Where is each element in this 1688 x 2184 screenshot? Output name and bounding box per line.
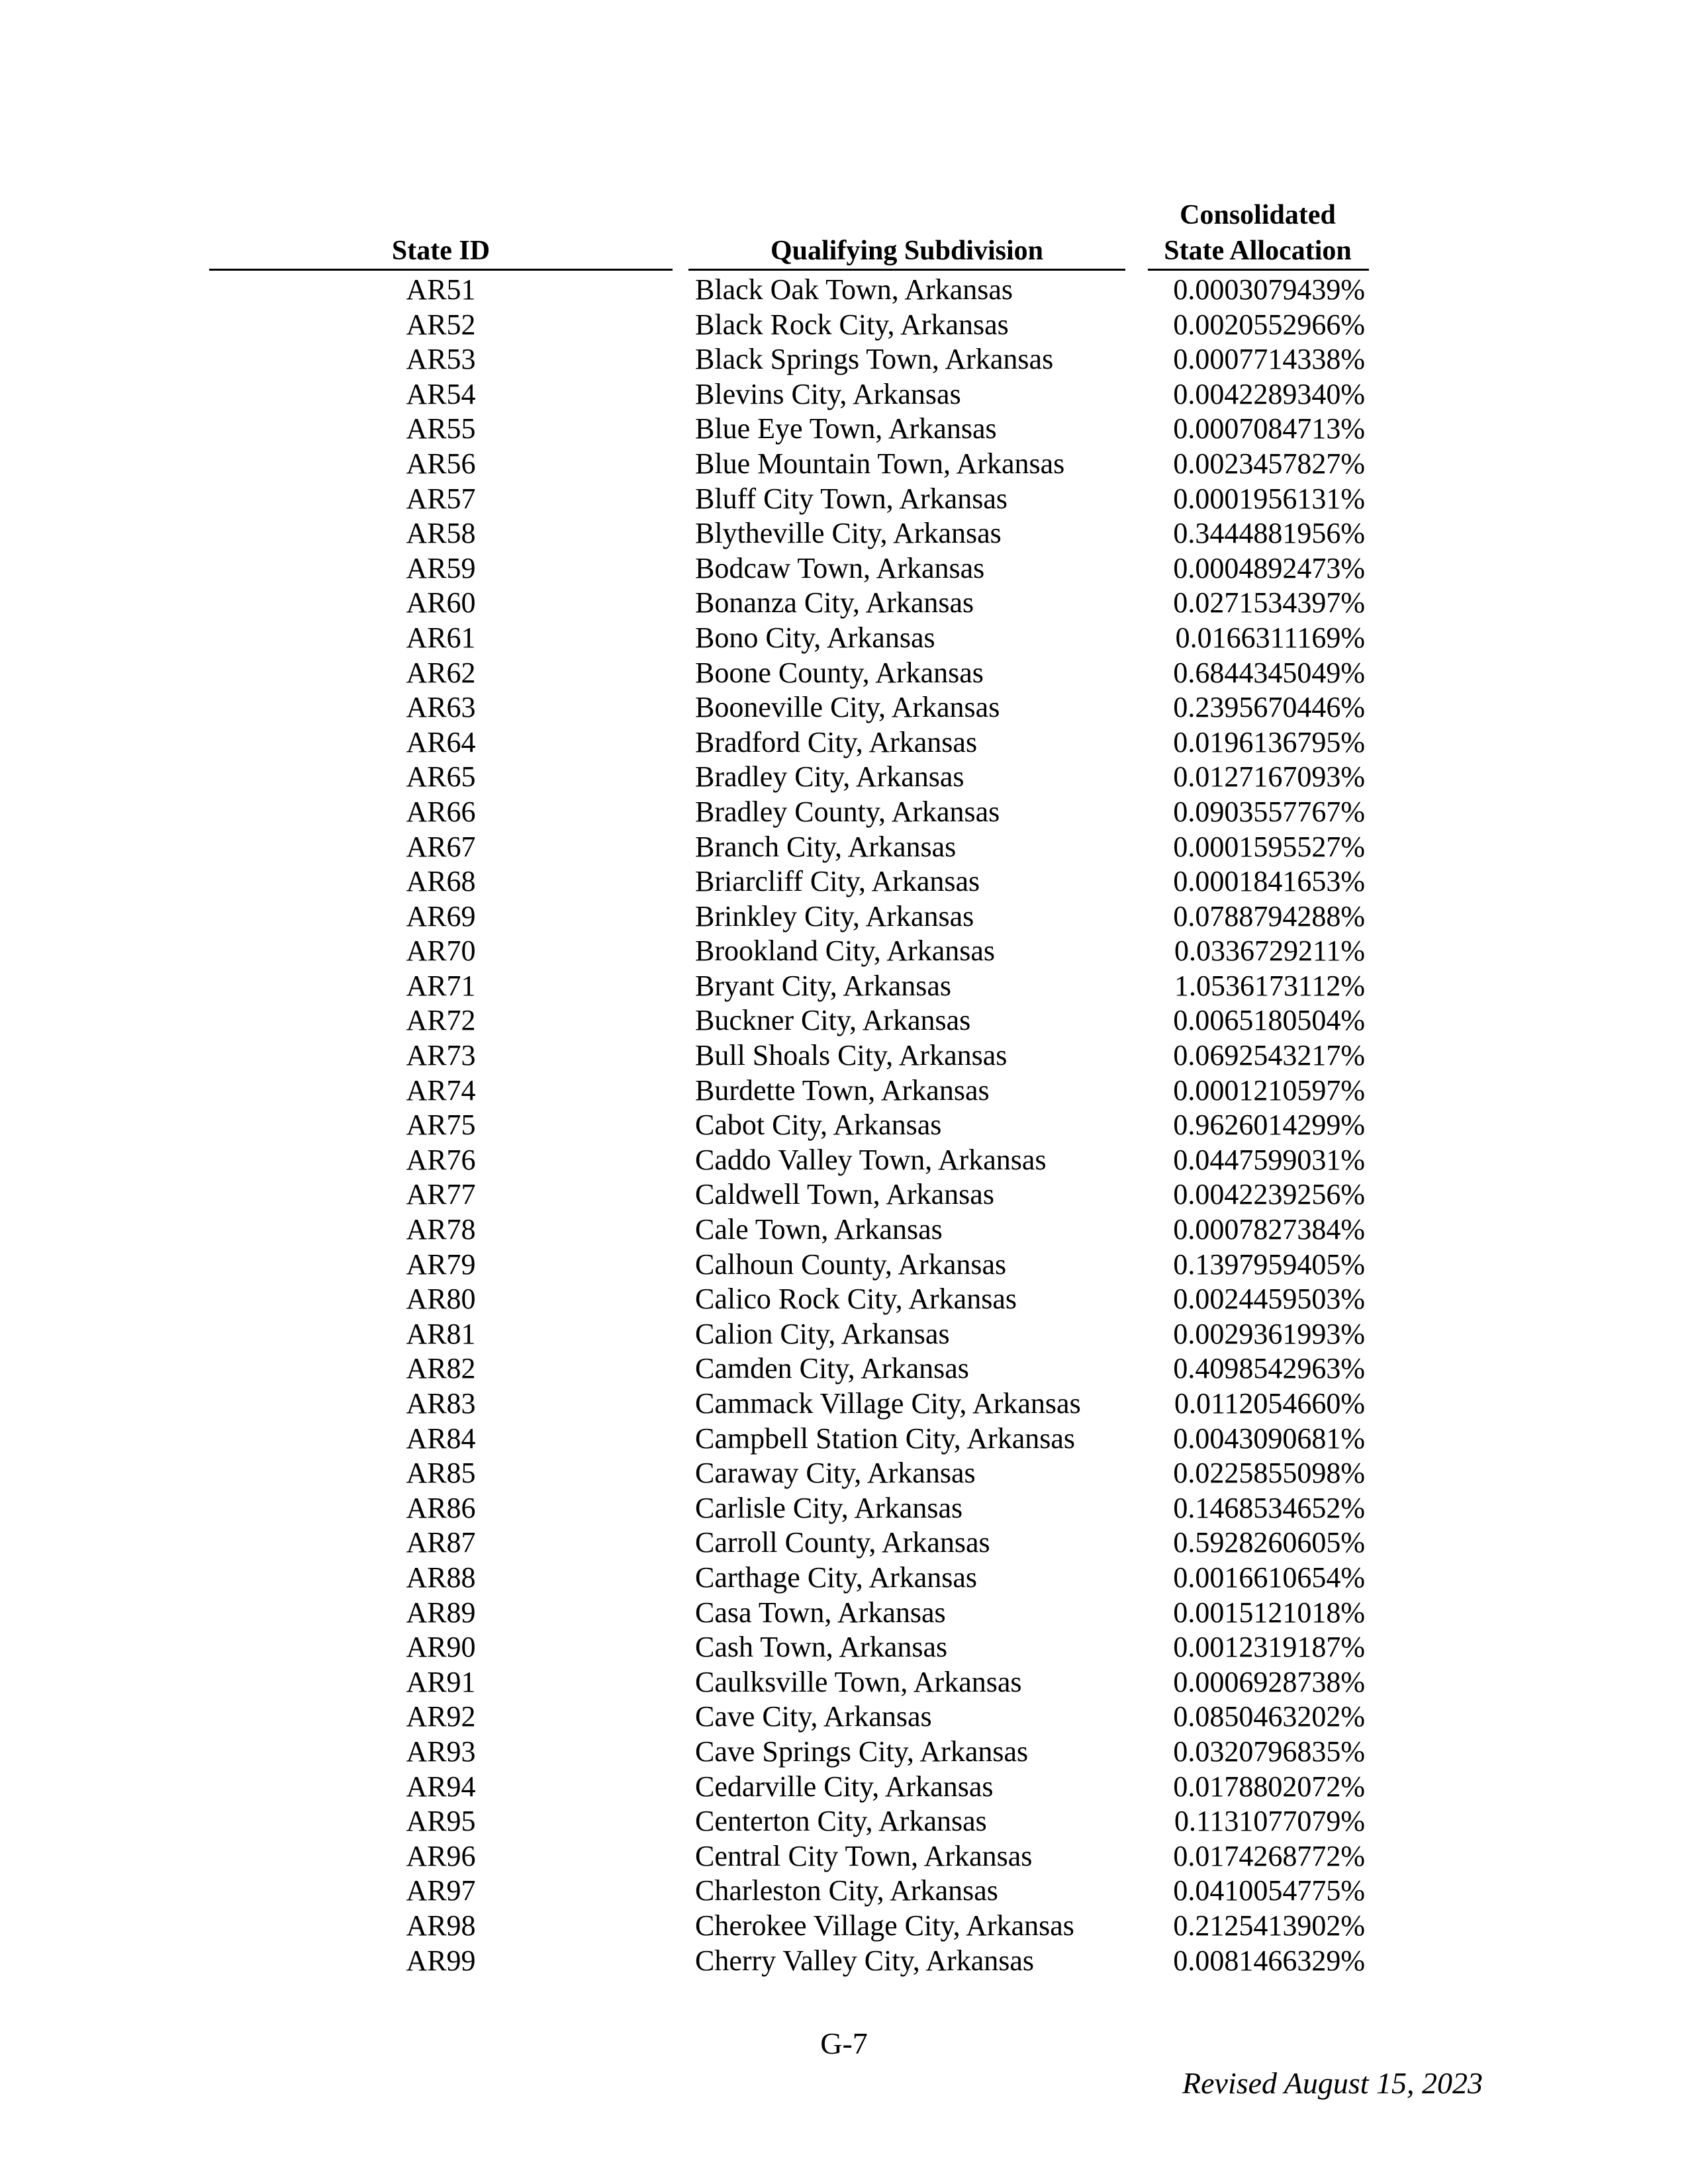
state-id-cell: AR66 — [406, 795, 476, 828]
subdivision-cell: Bradley County, Arkansas — [695, 795, 1000, 828]
state-id-cell: AR97 — [406, 1874, 476, 1907]
state-id-cell: AR87 — [406, 1526, 476, 1559]
state-id-cell: AR51 — [406, 273, 476, 306]
allocation-cell: 0.0012319187% — [1173, 1631, 1365, 1664]
table-row — [0, 934, 1688, 969]
state-id-cell: AR98 — [406, 1909, 476, 1942]
state-id-cell: AR80 — [406, 1283, 476, 1316]
table-row — [0, 377, 1688, 412]
allocation-cell: 0.0020552966% — [1173, 308, 1365, 341]
state-id-cell: AR99 — [406, 1944, 476, 1977]
state-id-cell: AR55 — [406, 412, 476, 445]
allocation-cell: 0.1468534652% — [1173, 1491, 1365, 1524]
subdivision-cell: Camden City, Arkansas — [695, 1352, 969, 1385]
table-row — [0, 1143, 1688, 1178]
state-id-cell: AR63 — [406, 691, 476, 724]
subdivision-cell: Burdette Town, Arkansas — [695, 1073, 990, 1107]
table-row — [0, 1630, 1688, 1665]
allocation-cell: 0.0003079439% — [1173, 273, 1365, 306]
header-qualifying-subdivision: Qualifying Subdivision — [770, 236, 1044, 266]
state-id-cell: AR83 — [406, 1387, 476, 1420]
table-row — [0, 621, 1688, 656]
state-id-cell: AR96 — [406, 1839, 476, 1872]
allocation-cell: 0.0001210597% — [1173, 1073, 1365, 1107]
state-id-cell: AR90 — [406, 1631, 476, 1664]
allocation-cell: 0.0042239256% — [1173, 1178, 1365, 1211]
table-row — [0, 1317, 1688, 1352]
subdivision-cell: Caddo Valley Town, Arkansas — [695, 1143, 1047, 1176]
table-row — [0, 273, 1688, 308]
subdivision-cell: Central City Town, Arkansas — [695, 1839, 1033, 1872]
table-row — [0, 447, 1688, 482]
state-id-cell: AR91 — [406, 1665, 476, 1698]
table-row — [0, 1804, 1688, 1839]
table-row — [0, 1456, 1688, 1491]
state-id-cell: AR77 — [406, 1178, 476, 1211]
table-row — [0, 1038, 1688, 1073]
page-number: G-7 — [820, 2026, 868, 2060]
table-row — [0, 1770, 1688, 1805]
allocation-cell: 0.0903557767% — [1173, 795, 1365, 828]
table-row — [0, 1944, 1688, 1979]
allocation-cell: 0.0001841653% — [1173, 865, 1365, 898]
allocation-cell: 0.3444881956% — [1173, 517, 1365, 550]
allocation-cell: 0.0850463202% — [1173, 1700, 1365, 1733]
table-row — [0, 342, 1688, 377]
state-id-cell: AR70 — [406, 934, 476, 968]
allocation-cell: 0.9626014299% — [1173, 1109, 1365, 1142]
subdivision-cell: Cherry Valley City, Arkansas — [695, 1944, 1035, 1977]
state-id-cell: AR92 — [406, 1700, 476, 1733]
header-allocation-line1: Consolidated — [1180, 200, 1336, 230]
subdivision-cell: Brookland City, Arkansas — [695, 934, 995, 968]
state-id-cell: AR74 — [406, 1073, 476, 1107]
subdivision-cell: Blue Mountain Town, Arkansas — [695, 447, 1065, 480]
state-id-cell: AR81 — [406, 1317, 476, 1350]
allocation-cell: 0.0174268772% — [1173, 1839, 1365, 1872]
state-id-cell: AR64 — [406, 725, 476, 758]
header-rule-state-id — [209, 269, 673, 271]
table-row — [0, 969, 1688, 1004]
subdivision-cell: Blue Eye Town, Arkansas — [695, 412, 997, 445]
state-id-cell: AR84 — [406, 1422, 476, 1455]
table-row — [0, 1351, 1688, 1387]
revision-date: Revised August 15, 2023 — [1182, 2066, 1483, 2100]
state-id-cell: AR57 — [406, 482, 476, 515]
table-row — [0, 760, 1688, 795]
subdivision-cell: Bull Shoals City, Arkansas — [695, 1039, 1008, 1072]
allocation-cell: 0.2395670446% — [1173, 691, 1365, 724]
state-id-cell: AR69 — [406, 899, 476, 933]
state-id-cell: AR67 — [406, 830, 476, 863]
subdivision-cell: Blytheville City, Arkansas — [695, 517, 1002, 550]
state-id-cell: AR62 — [406, 656, 476, 689]
allocation-cell: 0.0127167093% — [1173, 760, 1365, 794]
state-id-cell: AR86 — [406, 1491, 476, 1524]
table-row — [0, 1003, 1688, 1038]
table-row — [0, 1561, 1688, 1596]
subdivision-cell: Caraway City, Arkansas — [695, 1457, 976, 1490]
allocation-cell: 0.0001956131% — [1173, 482, 1365, 515]
subdivision-cell: Buckner City, Arkansas — [695, 1004, 971, 1037]
table-row — [0, 656, 1688, 691]
allocation-cell: 0.0320796835% — [1173, 1735, 1365, 1768]
state-id-cell: AR78 — [406, 1213, 476, 1246]
subdivision-cell: Caldwell Town, Arkansas — [695, 1178, 994, 1211]
table-row — [0, 1665, 1688, 1700]
allocation-cell: 0.0196136795% — [1173, 725, 1365, 758]
header-rule-subdivision — [688, 269, 1125, 271]
table-row — [0, 1491, 1688, 1526]
header-consolidated-state-allocation — [1152, 197, 1364, 269]
subdivision-cell: Calion City, Arkansas — [695, 1317, 950, 1350]
table-row — [0, 1282, 1688, 1317]
allocation-cell: 0.0166311169% — [1175, 621, 1365, 654]
allocation-cell: 0.0016610654% — [1173, 1561, 1365, 1594]
table-row — [0, 1422, 1688, 1457]
subdivision-cell: Briarcliff City, Arkansas — [695, 865, 980, 898]
state-id-cell: AR54 — [406, 377, 476, 410]
subdivision-cell: Caulksville Town, Arkansas — [695, 1665, 1022, 1698]
subdivision-cell: Calhoun County, Arkansas — [695, 1248, 1007, 1281]
state-id-cell: AR75 — [406, 1109, 476, 1142]
table-row — [0, 1073, 1688, 1109]
subdivision-cell: Brinkley City, Arkansas — [695, 899, 974, 933]
allocation-cell: 0.1131077079% — [1174, 1805, 1365, 1838]
table-row — [0, 1177, 1688, 1212]
subdivision-cell: Black Springs Town, Arkansas — [695, 343, 1054, 376]
subdivision-cell: Bonanza City, Arkansas — [695, 586, 974, 619]
subdivision-cell: Branch City, Arkansas — [695, 830, 957, 863]
allocation-cell: 0.0023457827% — [1173, 447, 1365, 480]
state-id-cell: AR73 — [406, 1039, 476, 1072]
table-row — [0, 864, 1688, 899]
state-id-cell: AR58 — [406, 517, 476, 550]
state-id-cell: AR53 — [406, 343, 476, 376]
state-id-cell: AR60 — [406, 586, 476, 619]
subdivision-cell: Cale Town, Arkansas — [695, 1213, 943, 1246]
subdivision-cell: Cabot City, Arkansas — [695, 1109, 942, 1142]
subdivision-cell: Bryant City, Arkansas — [695, 969, 951, 1002]
allocation-cell: 0.0043090681% — [1173, 1422, 1365, 1455]
subdivision-cell: Black Rock City, Arkansas — [695, 308, 1009, 341]
subdivision-cell: Cedarville City, Arkansas — [695, 1770, 994, 1803]
table-row — [0, 1735, 1688, 1770]
table-row — [0, 690, 1688, 725]
allocation-cell: 0.0065180504% — [1173, 1004, 1365, 1037]
table-row — [0, 516, 1688, 551]
table-row — [0, 1700, 1688, 1735]
header-rule-allocation — [1148, 269, 1369, 271]
subdivision-cell: Boone County, Arkansas — [695, 656, 984, 689]
allocation-cell: 0.0410054775% — [1173, 1874, 1365, 1907]
table-row — [0, 1839, 1688, 1874]
allocation-cell: 0.0336729211% — [1174, 934, 1365, 968]
allocation-cell: 0.0447599031% — [1173, 1143, 1365, 1176]
table-row — [0, 551, 1688, 586]
subdivision-cell: Cave Springs City, Arkansas — [695, 1735, 1029, 1768]
table-row — [0, 1525, 1688, 1561]
allocation-cell: 0.0006928738% — [1173, 1665, 1365, 1698]
table-row — [0, 1596, 1688, 1631]
allocation-cell: 1.0536173112% — [1174, 969, 1365, 1002]
table-row — [0, 725, 1688, 760]
allocation-cell: 0.0007084713% — [1173, 412, 1365, 445]
subdivision-cell: Bradford City, Arkansas — [695, 725, 978, 758]
allocation-cell: 0.0024459503% — [1173, 1283, 1365, 1316]
state-id-cell: AR65 — [406, 760, 476, 794]
allocation-cell: 0.0029361993% — [1173, 1317, 1365, 1350]
state-id-cell: AR79 — [406, 1248, 476, 1281]
allocation-cell: 0.0004892473% — [1173, 551, 1365, 584]
state-id-cell: AR82 — [406, 1352, 476, 1385]
subdivision-cell: Booneville City, Arkansas — [695, 691, 1000, 724]
state-id-cell: AR85 — [406, 1457, 476, 1490]
allocation-cell: 0.0788794288% — [1173, 899, 1365, 933]
allocation-cell: 0.0042289340% — [1173, 377, 1365, 410]
table-row — [0, 1874, 1688, 1909]
allocation-cell: 0.1397959405% — [1173, 1248, 1365, 1281]
subdivision-cell: Bono City, Arkansas — [695, 621, 935, 654]
subdivision-cell: Cash Town, Arkansas — [695, 1631, 948, 1664]
subdivision-cell: Bradley City, Arkansas — [695, 760, 964, 794]
state-id-cell: AR93 — [406, 1735, 476, 1768]
state-id-cell: AR76 — [406, 1143, 476, 1176]
subdivision-cell: Charleston City, Arkansas — [695, 1874, 998, 1907]
allocation-cell: 0.4098542963% — [1173, 1352, 1365, 1385]
table-row — [0, 1212, 1688, 1248]
allocation-cell: 0.0007827384% — [1173, 1213, 1365, 1246]
subdivision-cell: Cammack Village City, Arkansas — [695, 1387, 1081, 1420]
table-row — [0, 1387, 1688, 1422]
subdivision-cell: Bodcaw Town, Arkansas — [695, 551, 985, 584]
state-id-cell: AR72 — [406, 1004, 476, 1037]
subdivision-cell: Bluff City Town, Arkansas — [695, 482, 1008, 515]
subdivision-cell: Black Oak Town, Arkansas — [695, 273, 1013, 306]
table-row — [0, 830, 1688, 865]
allocation-cell: 0.5928260605% — [1173, 1526, 1365, 1559]
state-id-cell: AR59 — [406, 551, 476, 584]
state-id-cell: AR61 — [406, 621, 476, 654]
allocation-cell: 0.0271534397% — [1173, 586, 1365, 619]
state-id-cell: AR88 — [406, 1561, 476, 1594]
subdivision-cell: Campbell Station City, Arkansas — [695, 1422, 1075, 1455]
state-id-cell: AR94 — [406, 1770, 476, 1803]
allocation-cell: 0.0692543217% — [1173, 1039, 1365, 1072]
subdivision-cell: Carroll County, Arkansas — [695, 1526, 990, 1559]
allocation-cell: 0.0007714338% — [1173, 343, 1365, 376]
allocation-cell: 0.0015121018% — [1173, 1596, 1365, 1629]
subdivision-cell: Carlisle City, Arkansas — [695, 1491, 963, 1524]
allocation-cell: 0.0081466329% — [1173, 1944, 1365, 1977]
table-row — [0, 308, 1688, 343]
table-row — [0, 1248, 1688, 1283]
subdivision-cell: Blevins City, Arkansas — [695, 377, 961, 410]
allocation-cell: 0.0178802072% — [1173, 1770, 1365, 1803]
subdivision-cell: Casa Town, Arkansas — [695, 1596, 946, 1629]
allocation-cell: 0.6844345049% — [1173, 656, 1365, 689]
subdivision-cell: Centerton City, Arkansas — [695, 1805, 987, 1838]
table-row — [0, 795, 1688, 830]
state-id-cell: AR71 — [406, 969, 476, 1002]
allocation-table-body — [0, 273, 1688, 1978]
table-row — [0, 586, 1688, 621]
allocation-cell: 0.0225855098% — [1173, 1457, 1365, 1490]
allocation-cell: 0.2125413902% — [1173, 1909, 1365, 1942]
table-row — [0, 1108, 1688, 1143]
subdivision-cell: Cave City, Arkansas — [695, 1700, 932, 1733]
table-row — [0, 412, 1688, 447]
allocation-cell: 0.0001595527% — [1173, 830, 1365, 863]
table-row — [0, 899, 1688, 934]
allocation-cell: 0.0112054660% — [1174, 1387, 1365, 1420]
table-row — [0, 1909, 1688, 1944]
subdivision-cell: Cherokee Village City, Arkansas — [695, 1909, 1074, 1942]
table-row — [0, 482, 1688, 517]
state-id-cell: AR52 — [406, 308, 476, 341]
subdivision-cell: Calico Rock City, Arkansas — [695, 1283, 1017, 1316]
subdivision-cell: Carthage City, Arkansas — [695, 1561, 978, 1594]
state-id-cell: AR89 — [406, 1596, 476, 1629]
state-id-cell: AR95 — [406, 1805, 476, 1838]
header-allocation-line2: State Allocation — [1164, 236, 1352, 266]
header-state-id: State ID — [391, 236, 491, 266]
state-id-cell: AR56 — [406, 447, 476, 480]
state-id-cell: AR68 — [406, 865, 476, 898]
